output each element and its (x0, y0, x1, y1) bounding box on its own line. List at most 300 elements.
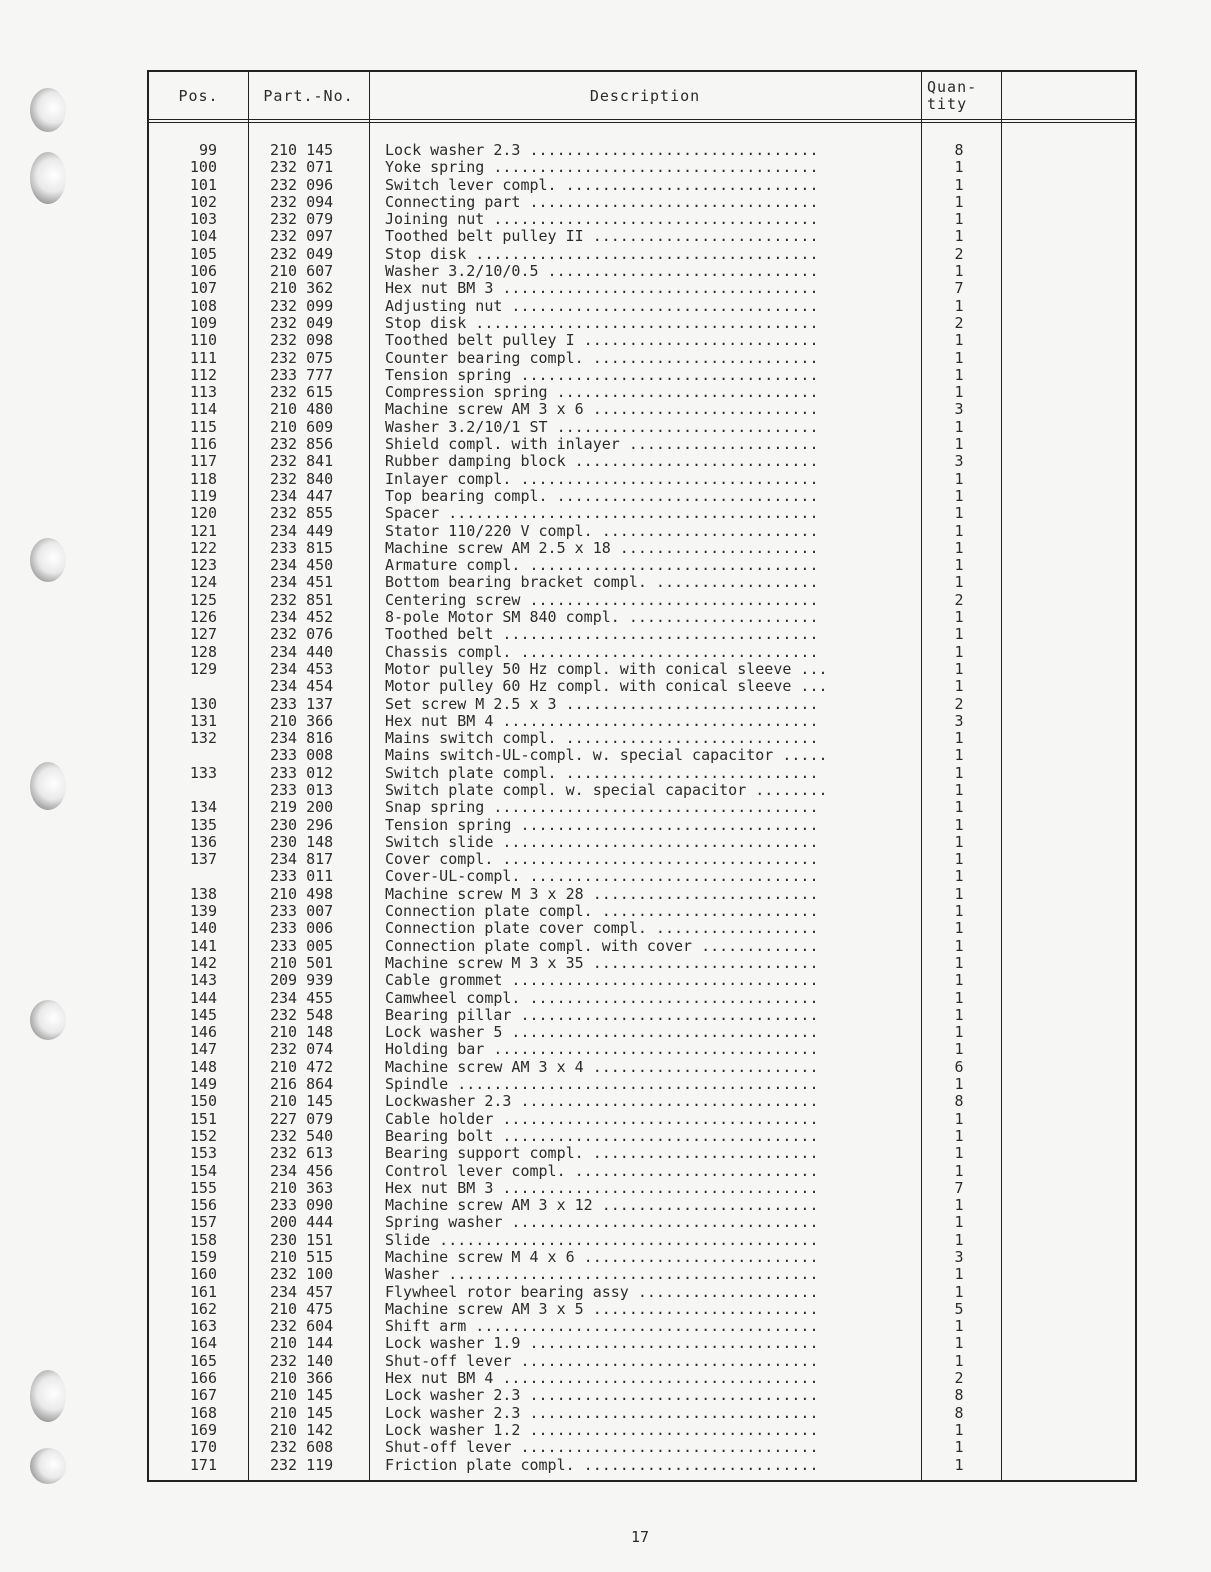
part-no-cell: 232 097 (270, 227, 334, 246)
description-cell: Washer 3.2/10/0.5 .............................. (385, 263, 819, 281)
quantity-cell: 1 (954, 798, 964, 817)
quantity-cell: 1 (954, 815, 964, 834)
pos-cell: 108 (189, 296, 217, 315)
description-cell: Mains switch compl. ............................ (385, 730, 819, 748)
quantity-cell: 1 (954, 625, 964, 644)
part-no-cell: 232 851 (270, 590, 334, 609)
description-cell: Toothed belt pulley I .......................... (385, 332, 819, 350)
pos-cell: 126 (189, 608, 217, 627)
quantity-cell: 1 (954, 573, 964, 592)
description-cell: Hex nut BM 3 ................................... (385, 1179, 819, 1197)
quantity-cell: 1 (954, 1230, 964, 1249)
part-no-cell: 234 817 (270, 850, 334, 869)
description-cell: Centering screw ................................ (385, 591, 819, 609)
pos-cell: 112 (189, 365, 217, 384)
table-row (149, 1318, 1135, 1335)
punch-hole (30, 1448, 66, 1484)
part-no-cell: 232 856 (270, 435, 334, 454)
table-row (149, 1180, 1135, 1197)
description-cell: Connecting part ................................ (385, 193, 819, 211)
description-cell: Connection plate compl. ........................ (385, 903, 819, 921)
description-cell: Machine screw M 3 x 28 ......................... (385, 885, 819, 903)
part-no-cell: 200 444 (270, 1213, 334, 1232)
pos-cell: 159 (189, 1248, 217, 1266)
quantity-cell: 6 (954, 1057, 964, 1076)
table-row (149, 1301, 1135, 1318)
pos-cell: 133 (189, 763, 217, 782)
table-row (149, 280, 1135, 297)
table-row (149, 834, 1135, 851)
description-cell: Spacer ......................................... (385, 505, 819, 523)
table-row (149, 903, 1135, 920)
pos-cell: 152 (189, 1126, 217, 1145)
pos-cell: 145 (189, 1005, 217, 1024)
quantity-cell: 1 (954, 919, 964, 938)
table-row (149, 592, 1135, 609)
table-row (149, 540, 1135, 557)
parts-table (147, 70, 1137, 1482)
pos-cell: 149 (189, 1075, 217, 1094)
page-number: 17 (630, 1528, 650, 1546)
pos-cell: 167 (189, 1386, 217, 1405)
quantity-cell: 1 (954, 383, 964, 402)
description-cell: Tension spring ................................. (385, 366, 819, 384)
description-cell: Yoke spring .................................... (385, 159, 819, 177)
description-cell: Flywheel rotor bearing assy .................... (385, 1283, 819, 1301)
table-row (149, 1457, 1135, 1474)
table-row (149, 1007, 1135, 1024)
table-row (149, 1076, 1135, 1093)
quantity-cell: 3 (954, 711, 964, 730)
table-row (149, 471, 1135, 488)
punch-hole (30, 538, 66, 582)
pos-cell: 154 (189, 1161, 217, 1180)
quantity-cell: 8 (954, 1386, 964, 1405)
table-row (149, 263, 1135, 280)
pos-cell: 119 (189, 486, 217, 505)
part-no-cell: 210 480 (270, 400, 334, 419)
pos-cell: 130 (189, 694, 217, 713)
pos-cell: 134 (189, 798, 217, 817)
part-no-cell: 234 449 (270, 521, 334, 540)
description-cell: Snap spring .................................... (385, 799, 819, 817)
table-row (149, 661, 1135, 678)
quantity-cell: 1 (954, 556, 964, 575)
part-no-cell: 234 456 (270, 1161, 334, 1180)
quantity-cell: 1 (954, 659, 964, 678)
pos-cell: 162 (189, 1299, 217, 1318)
table-row (149, 696, 1135, 713)
pos-cell: 101 (189, 175, 217, 194)
description-cell: Shut-off lever ................................. (385, 1352, 819, 1370)
description-cell: Armature compl. ................................ (385, 557, 819, 575)
description-cell: Cover compl. ................................... (385, 851, 819, 869)
part-no-cell: 234 457 (270, 1282, 334, 1301)
quantity-cell: 1 (954, 365, 964, 384)
part-no-cell: 233 006 (270, 919, 334, 938)
quantity-cell: 2 (954, 590, 964, 609)
punch-hole (30, 762, 66, 810)
table-row (149, 765, 1135, 782)
table-row (149, 211, 1135, 228)
quantity-cell: 1 (954, 1144, 964, 1163)
description-cell: Machine screw AM 2.5 x 18 ...................... (385, 539, 819, 557)
pos-cell: 148 (189, 1057, 217, 1076)
part-no-cell: 232 075 (270, 348, 334, 367)
part-no-cell: 210 362 (270, 279, 334, 298)
description-cell: Counter bearing compl. ......................... (385, 349, 819, 367)
pos-cell: 109 (189, 313, 217, 332)
description-cell: Lock washer 1.9 ................................ (385, 1335, 819, 1353)
pos-cell: 132 (189, 729, 217, 748)
description-cell: Stop disk ...................................... (385, 245, 819, 263)
quantity-cell: 1 (954, 729, 964, 748)
quantity-cell: 1 (954, 763, 964, 782)
description-cell: Lock washer 2.3 ................................ (385, 1387, 819, 1405)
pos-cell: 140 (189, 919, 217, 938)
pos-cell: 153 (189, 1144, 217, 1163)
part-no-cell: 232 079 (270, 210, 334, 229)
pos-cell: 128 (189, 642, 217, 661)
part-no-cell: 234 450 (270, 556, 334, 575)
description-cell: 8-pole Motor SM 840 compl. ..................... (385, 609, 819, 627)
quantity-cell: 1 (954, 780, 964, 799)
part-no-cell: 232 049 (270, 313, 334, 332)
description-cell: Shut-off lever ................................. (385, 1439, 819, 1457)
quantity-cell: 3 (954, 452, 964, 471)
part-no-cell: 233 090 (270, 1196, 334, 1215)
quantity-cell: 7 (954, 1178, 964, 1197)
table-row (149, 1214, 1135, 1231)
part-no-cell: 210 366 (270, 711, 334, 730)
quantity-cell: 1 (954, 521, 964, 540)
quantity-cell: 1 (954, 902, 964, 921)
part-no-cell: 232 841 (270, 452, 334, 471)
part-no-cell: 232 613 (270, 1144, 334, 1163)
description-cell: Lock washer 5 .................................. (385, 1024, 819, 1042)
table-row (149, 436, 1135, 453)
part-no-cell: 234 453 (270, 659, 334, 678)
quantity-cell: 1 (954, 884, 964, 903)
description-cell: Switch slide ................................... (385, 833, 819, 851)
quantity-cell: 1 (954, 538, 964, 557)
pos-cell: 120 (189, 504, 217, 523)
table-row (149, 557, 1135, 574)
table-row (149, 574, 1135, 591)
quantity-cell: 1 (954, 1075, 964, 1094)
table-row (149, 782, 1135, 799)
pos-cell: 129 (189, 659, 217, 678)
description-cell: Machine screw M 4 x 6 .......................... (385, 1249, 819, 1266)
table-row (149, 990, 1135, 1007)
table-row (149, 523, 1135, 540)
part-no-cell: 232 074 (270, 1040, 334, 1059)
part-no-cell: 210 501 (270, 953, 334, 972)
quantity-cell: 8 (954, 1403, 964, 1422)
quantity-cell: 1 (954, 1023, 964, 1042)
pos-cell: 166 (189, 1369, 217, 1388)
table-row (149, 609, 1135, 626)
table-row (149, 1232, 1135, 1249)
quantity-cell: 5 (954, 1299, 964, 1318)
quantity-cell: 1 (954, 746, 964, 765)
description-cell: Machine screw AM 3 x 6 ......................... (385, 401, 819, 419)
description-cell: Shift arm ...................................... (385, 1318, 819, 1336)
pos-cell: 110 (189, 331, 217, 350)
part-no-cell: 230 151 (270, 1230, 334, 1249)
header-description: Description (589, 86, 701, 105)
part-no-cell: 233 777 (270, 365, 334, 384)
part-no-cell: 210 366 (270, 1369, 334, 1388)
table-row (149, 799, 1135, 816)
table-row (149, 868, 1135, 885)
description-cell: Motor pulley 50 Hz compl. with conical sleeve ... (385, 660, 828, 678)
table-row (149, 1266, 1135, 1283)
part-no-cell: 233 005 (270, 936, 334, 955)
pos-cell: 105 (189, 244, 217, 263)
quantity-cell: 8 (954, 1092, 964, 1111)
description-cell: Washer ......................................... (385, 1266, 819, 1284)
part-no-cell: 233 815 (270, 538, 334, 557)
table-row (149, 851, 1135, 868)
description-cell: Friction plate compl. .......................... (385, 1456, 819, 1474)
description-cell: Mains switch-UL-compl. w. special capacitor ..... (385, 747, 828, 765)
pos-cell: 131 (189, 711, 217, 730)
table-row (149, 298, 1135, 315)
table-row (149, 505, 1135, 522)
part-no-cell: 227 079 (270, 1109, 334, 1128)
description-cell: Bearing pillar ................................. (385, 1006, 819, 1024)
table-row (149, 678, 1135, 695)
pos-cell: 170 (189, 1438, 217, 1457)
table-body (149, 142, 1135, 1474)
part-no-cell: 234 451 (270, 573, 334, 592)
part-no-cell: 232 548 (270, 1005, 334, 1024)
part-no-cell: 232 855 (270, 504, 334, 523)
quantity-cell: 1 (954, 1196, 964, 1215)
pos-cell: 147 (189, 1040, 217, 1059)
quantity-cell: 1 (954, 435, 964, 454)
description-cell: Connection plate compl. with cover ............. (385, 937, 819, 955)
quantity-cell: 1 (954, 175, 964, 194)
pos-cell: 113 (189, 383, 217, 402)
pos-cell: 118 (189, 469, 217, 488)
table-row (149, 817, 1135, 834)
description-cell: Hex nut BM 4 ................................... (385, 1370, 819, 1388)
table-row (149, 488, 1135, 505)
table-row (149, 1111, 1135, 1128)
part-no-cell: 232 049 (270, 244, 334, 263)
part-no-cell: 232 099 (270, 296, 334, 315)
pos-cell: 100 (189, 158, 217, 177)
quantity-cell: 3 (954, 1248, 964, 1266)
quantity-cell: 1 (954, 1213, 964, 1232)
table-row (149, 1284, 1135, 1301)
part-no-cell: 209 939 (270, 971, 334, 990)
description-cell: Cable holder ................................... (385, 1110, 819, 1128)
description-cell: Hex nut BM 4 ................................... (385, 712, 819, 730)
quantity-cell: 2 (954, 244, 964, 263)
quantity-cell: 1 (954, 867, 964, 886)
part-no-cell: 233 008 (270, 746, 334, 765)
part-no-cell: 210 144 (270, 1334, 334, 1353)
table-row (149, 159, 1135, 176)
header-part-no: Part.-No. (263, 86, 354, 105)
quantity-cell: 1 (954, 1265, 964, 1284)
part-no-cell: 232 840 (270, 469, 334, 488)
part-no-cell: 210 145 (270, 141, 334, 159)
quantity-cell: 1 (954, 1282, 964, 1301)
part-no-cell: 210 142 (270, 1420, 334, 1439)
part-no-cell: 230 296 (270, 815, 334, 834)
table-row (149, 350, 1135, 367)
pos-cell: 106 (189, 262, 217, 281)
pos-cell: 139 (189, 902, 217, 921)
punch-hole (30, 152, 66, 204)
quantity-cell: 1 (954, 348, 964, 367)
quantity-cell: 2 (954, 1369, 964, 1388)
part-no-cell: 234 816 (270, 729, 334, 748)
table-row (149, 367, 1135, 384)
description-cell: Machine screw AM 3 x 12 ........................ (385, 1197, 819, 1215)
description-cell: Switch plate compl. w. special capacitor ........ (385, 781, 828, 799)
quantity-cell: 1 (954, 1455, 964, 1474)
table-row (149, 1249, 1135, 1266)
part-no-cell: 233 007 (270, 902, 334, 921)
quantity-cell: 8 (954, 141, 964, 159)
quantity-cell: 1 (954, 642, 964, 661)
description-cell: Lock washer 2.3 ................................ (385, 142, 819, 159)
quantity-cell: 1 (954, 1317, 964, 1336)
table-row (149, 332, 1135, 349)
table-row (149, 419, 1135, 436)
description-cell: Compression spring ............................. (385, 384, 819, 402)
quantity-cell: 1 (954, 832, 964, 851)
quantity-cell: 1 (954, 192, 964, 211)
table-row (149, 1093, 1135, 1110)
description-cell: Machine screw AM 3 x 4 ......................... (385, 1058, 819, 1076)
description-cell: Control lever compl. ........................... (385, 1162, 819, 1180)
part-no-cell: 234 440 (270, 642, 334, 661)
quantity-cell: 1 (954, 1109, 964, 1128)
pos-cell: 142 (189, 953, 217, 972)
description-cell: Hex nut BM 3 ................................... (385, 280, 819, 298)
punch-hole (30, 1370, 66, 1422)
description-cell: Toothed belt pulley II ......................... (385, 228, 819, 246)
quantity-cell: 1 (954, 417, 964, 436)
quantity-cell: 1 (954, 1420, 964, 1439)
quantity-cell: 2 (954, 313, 964, 332)
description-cell: Cover-UL-compl. ................................ (385, 868, 819, 886)
description-cell: Stop disk ...................................... (385, 314, 819, 332)
pos-cell: 135 (189, 815, 217, 834)
description-cell: Machine screw M 3 x 35 ......................... (385, 954, 819, 972)
description-cell: Bearing bolt ................................... (385, 1127, 819, 1145)
pos-cell: 164 (189, 1334, 217, 1353)
part-no-cell: 233 012 (270, 763, 334, 782)
table-row (149, 1439, 1135, 1456)
description-cell: Bearing support compl. ......................... (385, 1145, 819, 1163)
part-no-cell: 233 137 (270, 694, 334, 713)
table-row (149, 194, 1135, 211)
description-cell: Set screw M 2.5 x 3 ............................ (385, 695, 819, 713)
table-row (149, 1041, 1135, 1058)
quantity-cell: 1 (954, 262, 964, 281)
part-no-cell: 232 071 (270, 158, 334, 177)
part-no-cell: 219 200 (270, 798, 334, 817)
pos-cell: 103 (189, 210, 217, 229)
table-row (149, 1405, 1135, 1422)
pos-cell: 146 (189, 1023, 217, 1042)
table-row (149, 644, 1135, 661)
quantity-cell: 1 (954, 210, 964, 229)
pos-cell: 144 (189, 988, 217, 1007)
description-cell: Washer 3.2/10/1 ST ............................. (385, 418, 819, 436)
quantity-cell: 1 (954, 1351, 964, 1370)
pos-cell: 160 (189, 1265, 217, 1284)
quantity-cell: 1 (954, 936, 964, 955)
quantity-cell: 1 (954, 988, 964, 1007)
table-row (149, 384, 1135, 401)
part-no-cell: 210 363 (270, 1178, 334, 1197)
pos-cell: 138 (189, 884, 217, 903)
pos-cell: 137 (189, 850, 217, 869)
part-no-cell: 234 447 (270, 486, 334, 505)
description-cell: Machine screw AM 3 x 5 ......................... (385, 1300, 819, 1318)
pos-cell: 150 (189, 1092, 217, 1111)
pos-cell: 161 (189, 1282, 217, 1301)
description-cell: Inlayer compl. ................................. (385, 470, 819, 488)
description-cell: Spindle ........................................ (385, 1076, 819, 1094)
pos-cell: 157 (189, 1213, 217, 1232)
part-no-cell: 232 094 (270, 192, 334, 211)
part-no-cell: 233 013 (270, 780, 334, 799)
quantity-cell: 1 (954, 677, 964, 696)
pos-cell: 169 (189, 1420, 217, 1439)
part-no-cell: 232 140 (270, 1351, 334, 1370)
quantity-cell: 7 (954, 279, 964, 298)
description-cell: Adjusting nut .................................. (385, 297, 819, 315)
pos-cell: 124 (189, 573, 217, 592)
quantity-cell: 1 (954, 1005, 964, 1024)
table-row (149, 1059, 1135, 1076)
description-cell: Top bearing compl. ............................. (385, 487, 819, 505)
quantity-cell: 1 (954, 296, 964, 315)
quantity-cell: 1 (954, 953, 964, 972)
quantity-cell: 1 (954, 331, 964, 350)
table-row (149, 401, 1135, 418)
part-no-cell: 234 454 (270, 677, 334, 696)
pos-cell: 99 (198, 141, 217, 159)
description-cell: Joining nut .................................... (385, 211, 819, 229)
pos-cell: 114 (189, 400, 217, 419)
part-no-cell: 210 607 (270, 262, 334, 281)
table-row (149, 886, 1135, 903)
pos-cell: 141 (189, 936, 217, 955)
pos-cell: 117 (189, 452, 217, 471)
table-row (149, 1353, 1135, 1370)
header-pos: Pos. (178, 86, 219, 105)
description-cell: Connection plate cover compl. .................. (385, 920, 819, 938)
part-no-cell: 210 145 (270, 1092, 334, 1111)
table-row (149, 626, 1135, 643)
part-no-cell: 232 098 (270, 331, 334, 350)
part-no-cell: 210 145 (270, 1386, 334, 1405)
table-row (149, 1145, 1135, 1162)
part-no-cell: 210 498 (270, 884, 334, 903)
table-row (149, 747, 1135, 764)
description-cell: Slide .......................................... (385, 1231, 819, 1249)
